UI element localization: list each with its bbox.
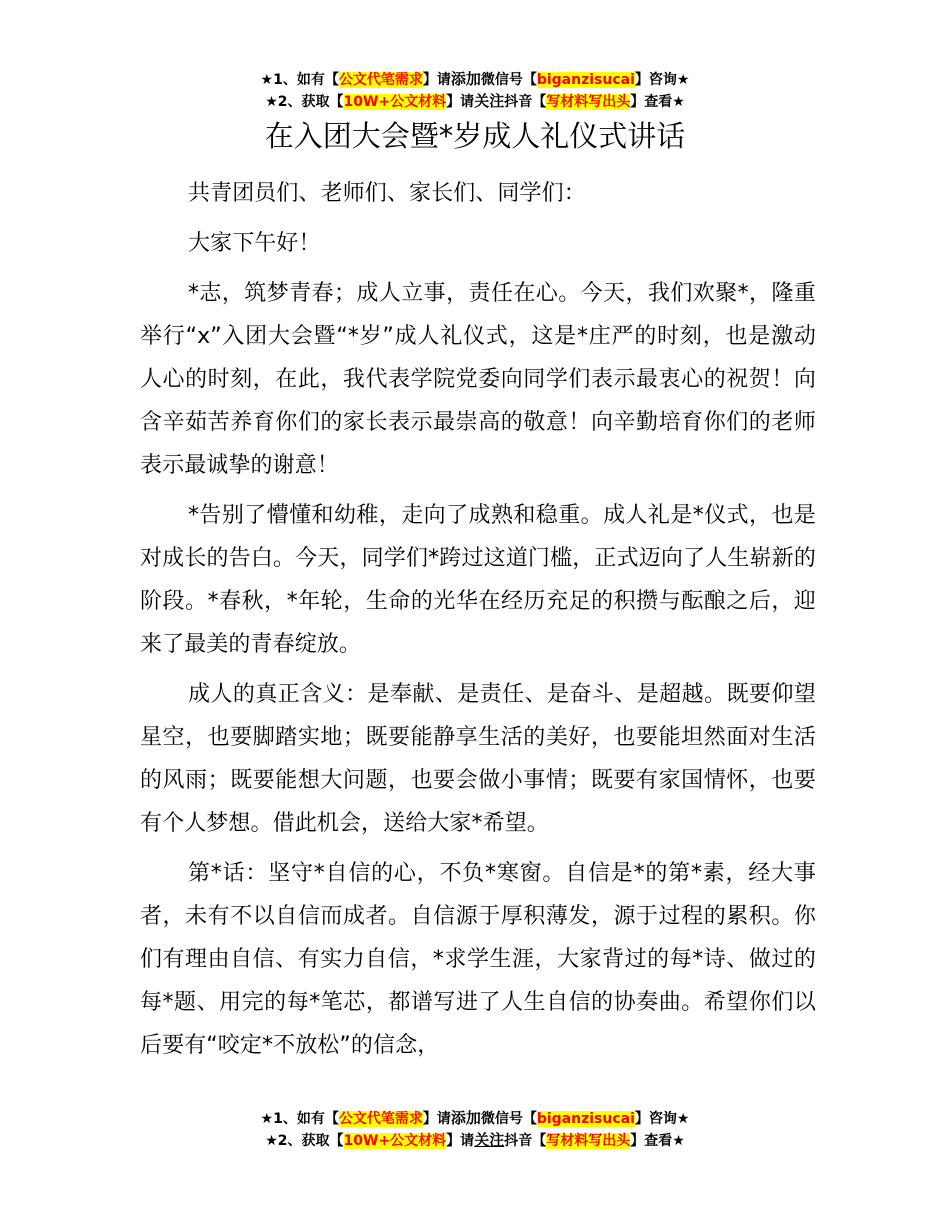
highlight-tag: biganzisucai bbox=[536, 1111, 635, 1127]
banner-text: ★1、如有【 bbox=[260, 1111, 339, 1127]
body-paragraph: *志，筑梦青春；成人立事，责任在心。今天，我们欢聚*，隆重举行“x”入团大会暨“*岁”成人礼仪式，这是*庄严的时刻，也是激动人心的时刻，在此，我代表学院党委向同学们表示最衷心的祝贺！向含辛茹苦养育你们的家长表示最崇高的敬意！向辛勤培育你们的老师表示最诚挚的谢意！ bbox=[140, 281, 816, 478]
highlight-tag: 10W+公文材料 bbox=[343, 94, 447, 110]
salutation-paragraph: 共青团员们、老师们、家长们、同学们： bbox=[188, 181, 586, 206]
banner-text: 微信号【 bbox=[480, 1111, 537, 1127]
banner-emphasis: 关注 bbox=[474, 1131, 505, 1149]
banner-emphasis: 关注 bbox=[474, 92, 505, 110]
highlight-tag: 写材料写出头 bbox=[546, 94, 631, 110]
banner-line-2 bbox=[0, 1129, 950, 1151]
banner-text: ★1、如有【 bbox=[260, 72, 339, 88]
banner-text: 抖音【 bbox=[504, 94, 547, 110]
banner-text: 】查看★ bbox=[630, 94, 685, 110]
header-banner bbox=[0, 68, 950, 112]
highlight-tag: 10W+公文材料 bbox=[343, 1133, 447, 1149]
body-paragraph: 第*话：坚守*自信的心，不负*寒窗。自信是*的第*素，经大事者，未有不以自信而成者。自信源于厚积薄发，源于过程的累积。你们有理由自信、有实力自信，*求学生涯，大家背过的每*诗、做过的每*题、用完的每*笔芯，都谱写进了人生自信的协奏曲。希望你们以后要有“咬定*不放松”的信念， bbox=[140, 861, 816, 1058]
banner-text: ★2、获取【 bbox=[265, 1133, 344, 1149]
highlight-tag: 公文代笔需求 bbox=[338, 72, 423, 88]
highlight-tag: 写材料写出头 bbox=[546, 1133, 631, 1149]
banner-text: 】请 bbox=[446, 1133, 475, 1149]
banner-text: 】请 bbox=[422, 72, 451, 88]
banner-text: 抖音【 bbox=[504, 1133, 547, 1149]
highlight-tag: biganzisucai bbox=[536, 72, 635, 88]
body-paragraph: 成人的真正含义：是奉献、是责任、是奋斗、是超越。既要仰望星空，也要脚踏实地；既要能静享生活的美好，也要能坦然面对生活的风雨；既要能想大问题，也要会做小事情；既要有家国情怀，也要有个人梦想。借此机会，送给大家*希望。 bbox=[140, 682, 816, 836]
body-paragraph: *告别了懵懂和幼稚，走向了成熟和稳重。成人礼是*仪式，也是对成长的告白。今天，同学们*跨过这道门槛，正式迈向了人生崭新的阶段。*春秋，*年轮，生命的光华在经历充足的积攒与酝酿之后，迎来了最美的青春绽放。 bbox=[140, 503, 816, 657]
banner-text: 】咨询★ bbox=[634, 1111, 690, 1127]
document-body bbox=[140, 172, 816, 1067]
banner-text: 微信号【 bbox=[480, 72, 537, 88]
banner-text: 】请 bbox=[446, 94, 475, 110]
banner-text: ★2、获取【 bbox=[265, 94, 344, 110]
banner-emphasis: 添加 bbox=[450, 70, 481, 88]
banner-text: 】请 bbox=[422, 1111, 451, 1127]
banner-line-1 bbox=[0, 68, 950, 90]
document-title: 在入团大会暨*岁成人礼仪式讲话 bbox=[264, 119, 686, 153]
greeting-paragraph: 大家下午好！ bbox=[188, 231, 321, 256]
footer-banner bbox=[0, 1107, 950, 1151]
banner-text: 】咨询★ bbox=[634, 72, 690, 88]
highlight-tag: 公文代笔需求 bbox=[338, 1111, 423, 1127]
banner-emphasis: 添加 bbox=[450, 1109, 481, 1127]
banner-line-2 bbox=[0, 90, 950, 112]
banner-text: 】查看★ bbox=[630, 1133, 685, 1149]
banner-line-1 bbox=[0, 1107, 950, 1129]
